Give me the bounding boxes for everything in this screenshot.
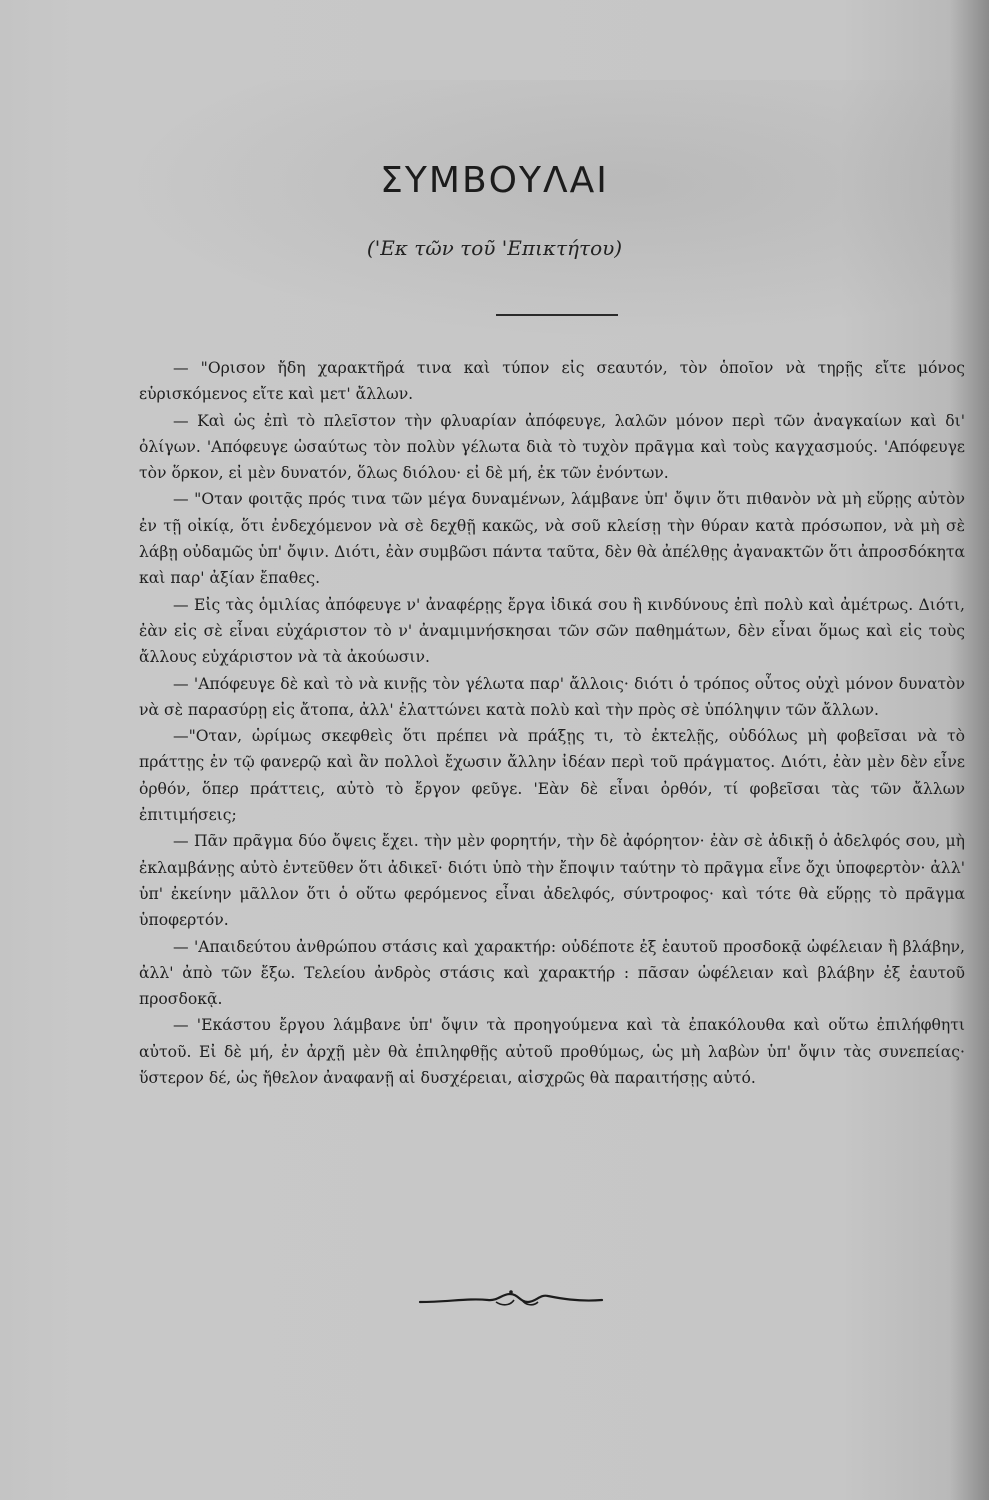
paragraph: — 'Απόφευγε δὲ καὶ τὸ νὰ κινῇς τὸν γέλωτα παρ' ἄλλοις· διότι ὁ τρόπος οὗτος οὐχὶ μόνον δυνατὸν νὰ σὲ παρασύρῃ εἰς ἄτοπα, ἀλλ' ἐλαττώνει κατὰ πολὺ καὶ τὴν πρὸς σὲ ὑπόληψιν τῶν ἄλλων. <box>139 674 965 719</box>
paragraph: — Εἰς τὰς ὁμιλίας ἀπόφευγε ν' ἀναφέρῃς ἔργα ἰδικά σου ἢ κινδύνους ἐπὶ πολὺ καὶ ἀμέτρως. Διότι, ἐὰν εἰς σὲ εἶναι εὐχάριστον τὸ ν' ἀναμιμνήσκησαι τῶν σῶν παθημάτων, δὲν εἶναι ὅμως καὶ εἰς τοὺς ἄλλους εὐχάριστον νὰ τὰ ἀκούωσιν. <box>139 595 965 667</box>
page-title: ΣΥΜΒΟΥΛΑΙ <box>380 160 609 201</box>
paragraph: — "Οταν φοιτᾷς πρός τινα τῶν μέγα δυναμένων, λάμβανε ὑπ' ὄψιν ὅτι πιθανὸν νὰ μὴ εὕρῃς αὐτὸν ἐν τῇ οἰκίᾳ, ὅτι ἐνδεχόμενον νὰ σὲ δεχθῇ κακῶς, νὰ σοῦ κλείσῃ τὴν θύραν κατὰ πρόσωπον, νὰ μὴ σὲ λάβῃ οὐδαμῶς ὑπ' ὄψιν. Διότι, ἐὰν συμβῶσι πάντα ταῦτα, δὲν θὰ ἀπέλθῃς ἀγανακτῶν ὅτι ἀπροσδόκητα καὶ παρ' ἀξίαν ἔπαθες. <box>139 490 965 588</box>
bleed-through-shadow <box>120 80 960 340</box>
body-text <box>139 355 965 1091</box>
page-subtitle: ('Εκ τῶν τοῦ 'Επικτήτου) <box>366 236 623 260</box>
paragraph: — 'Εκάστου ἔργου λάμβανε ὑπ' ὄψιν τὰ προηγούμενα καὶ τὰ ἐπακόλουθα καὶ οὕτω ἐπιλήφθητι αὐτοῦ. Εἰ δὲ μή, ἐν ἀρχῇ μὲν θὰ ἐπιληφθῇς αὐτοῦ προθύμως, ὡς μὴ λαβὼν ὑπ' ὄψιν τὰς συνεπείας· ὕστερον δέ, ὡς ἤθελον ἀναφανῇ αἱ δυσχέρειαι, αἰσχρῶς θὰ παραιτήσῃς αὐτό. <box>139 1016 965 1088</box>
decorative-flourish-icon <box>418 1284 604 1312</box>
paragraph: — Πᾶν πρᾶγμα δύο ὄψεις ἔχει. τὴν μὲν φορητήν, τὴν δὲ ἀφόρητον· ἐὰν σὲ ἀδικῇ ὁ ἀδελφός σου, μὴ ἐκλαμβάνῃς αὐτὸ ἐντεῦθεν ὅτι ἀδικεῖ· διότι ὑπὸ τὴν ἔποψιν ταύτην τὸ πρᾶγμα εἶνε ὄχι ὑποφερτὸν· ἀλλ' ὑπ' ἐκείνην μᾶλλον ὅτι ὁ οὕτω φερόμενος εἶναι ἀδελφός, σύντροφος· καὶ τότε θὰ εὕρῃς τὸ πρᾶγμα ὑποφερτόν. <box>139 832 965 930</box>
paragraph: — 'Απαιδεύτου ἀνθρώπου στάσις καὶ χαρακτήρ: οὐδέποτε ἐξ ἑαυτοῦ προσδοκᾷ ὠφέλειαν ἢ βλάβην, ἀλλ' ἀπὸ τῶν ἔξω. Τελείου ἀνδρὸς στάσις καὶ χαρακτήρ : πᾶσαν ὠφέλειαν καὶ βλάβην ἐξ ἑαυτοῦ προσδοκᾷ. <box>139 937 965 1009</box>
title-rule <box>496 314 618 316</box>
paragraph: — "Ορισον ἤδη χαρακτῆρά τινα καὶ τύπον εἰς σεαυτόν, τὸν ὁποῖον νὰ τηρῇς εἴτε μόνος εὑρισκόμενος εἴτε καὶ μετ' ἄλλων. <box>139 359 965 404</box>
paragraph: — Καὶ ὡς ἐπὶ τὸ πλεῖστον τὴν φλυαρίαν ἀπόφευγε, λαλῶν μόνον περὶ τῶν ἀναγκαίων καὶ δι' ὀλίγων. 'Απόφευγε ὡσαύτως τὸν πολὺν γέλωτα διὰ τὸ τυχὸν πρᾶγμα καὶ τοὺς καγχασμούς. 'Απόφευγε τὸν ὅρκον, εἰ μὲν δυνατόν, ὅλως διόλου· εἰ δὲ μή, ἐκ τῶν ἐνόντων. <box>139 411 965 483</box>
paragraph: —"Οταν, ὡρίμως σκεφθεὶς ὅτι πρέπει νὰ πράξῃς τι, τὸ ἐκτελῇς, οὐδόλως μὴ φοβεῖσαι νὰ τὸ πράττῃς ἐν τῷ φανερῷ καὶ ἂν πολλοὶ ἔχωσιν ἄλλην ἰδέαν περὶ τοῦ πράγματος. Διότι, ἐὰν μὲν δὲν εἶνε ὀρθόν, ὅπερ πράττεις, αὐτὸ τὸ ἔργον φεῦγε. 'Εὰν δὲ εἶναι ὀρθόν, τί φοβεῖσαι τὰς τῶν ἄλλων ἐπιτιμήσεις; <box>139 727 965 825</box>
